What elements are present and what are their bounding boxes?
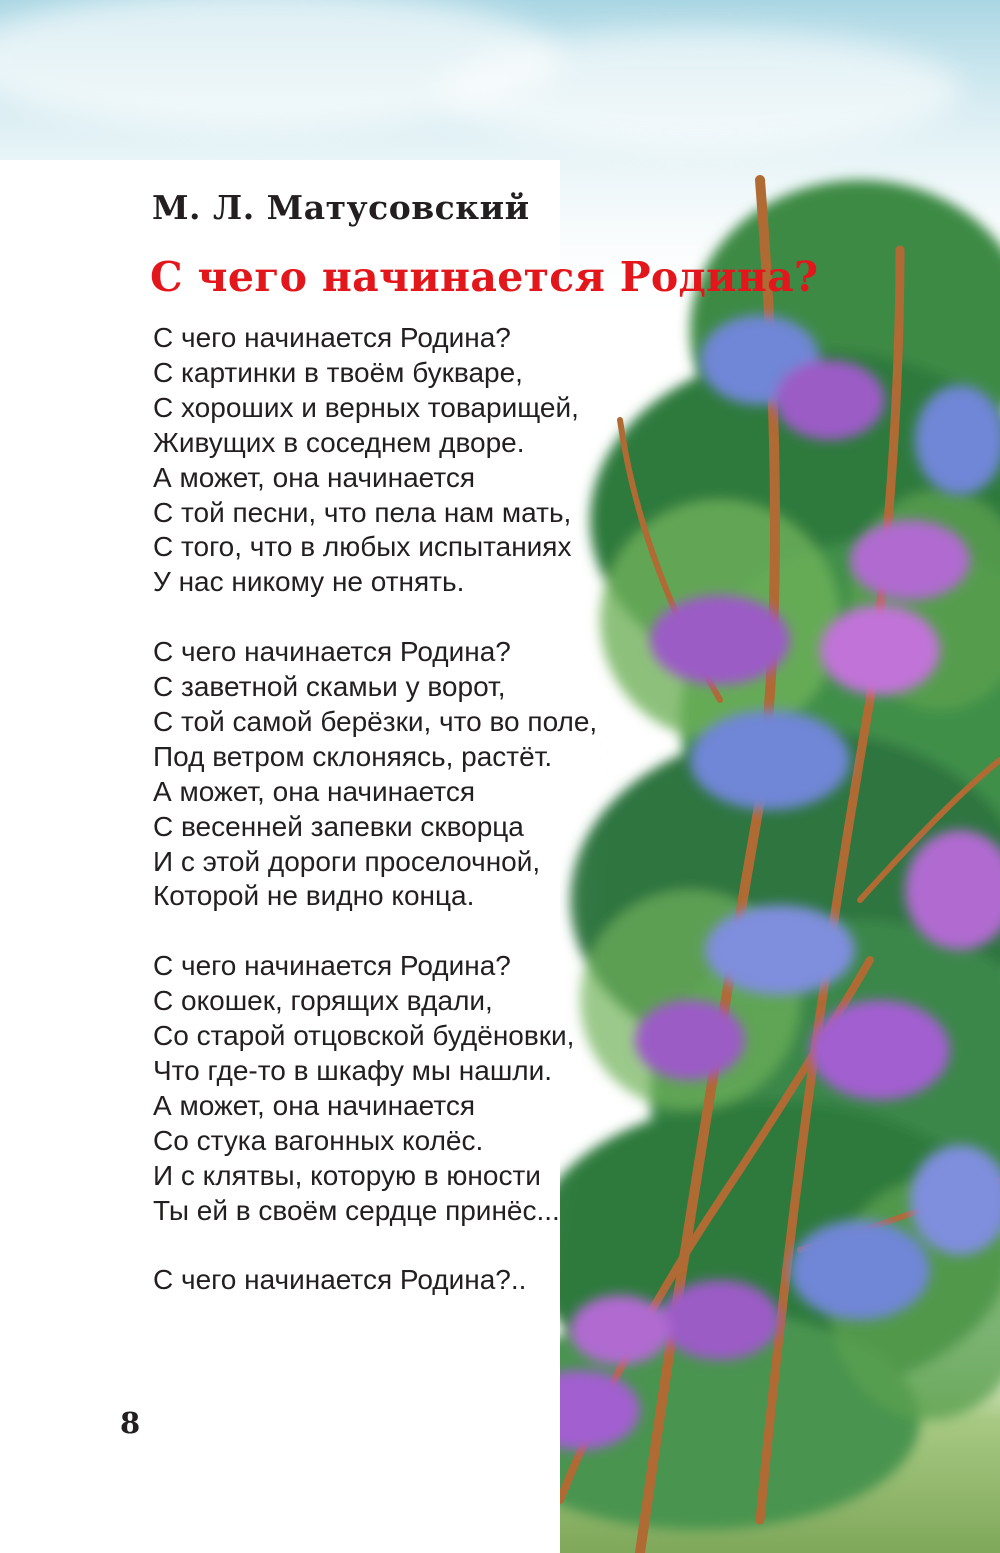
poem-line: С чего начинается Родина?.. <box>153 1264 527 1296</box>
poem-line: С того, что в любых испытаниях <box>153 531 572 563</box>
poem-body <box>153 321 597 1333</box>
poem-line: Со стука вагонных колёс. <box>153 1124 484 1156</box>
poem-line: Ты ей в своём сердце принёс... <box>153 1194 560 1226</box>
stanza-4 <box>153 1263 597 1298</box>
poem-line: И с клятвы, которую в юности <box>153 1159 541 1191</box>
poem-line: С той песни, что пела нам мать, <box>153 496 572 528</box>
poem-line: С заветной скамьи у ворот, <box>153 671 506 703</box>
stanza-2 <box>153 635 597 914</box>
poem-line: Что где-то в шкафу мы нашли. <box>153 1055 553 1086</box>
stanza-1 <box>153 321 597 600</box>
poem-line: У нас никому не отнять. <box>153 566 465 598</box>
poem-line: С хороших и верных товарищей, <box>153 391 579 423</box>
poem-line: С той самой берёзки, что во поле, <box>153 705 598 737</box>
poem-line: А может, она начинается <box>153 775 475 807</box>
poem-line: С картинки в твоём букваре, <box>153 356 523 388</box>
poem-line: Которой не видно конца. <box>153 880 475 912</box>
poem-line: С чего начинается Родина? <box>153 950 511 982</box>
poem-line: А может, она начинается <box>153 1089 475 1121</box>
poem-line: Со старой отцовской будёновки, <box>153 1020 575 1052</box>
poem-title: С чего начинается Родина? <box>150 253 819 301</box>
poem-line: А может, она начинается <box>153 461 475 493</box>
poem-line: С окошек, горящих вдали, <box>153 985 493 1017</box>
poem-line: И с этой дороги проселочной, <box>153 845 541 877</box>
poem-line: Живущих в соседнем дворе. <box>153 426 525 458</box>
poem-line: С весенней запевки скворца <box>153 810 524 842</box>
page-number: 8 <box>120 1406 141 1440</box>
poem-line: С чего начинается Родина? <box>153 636 511 668</box>
poem-line: С чего начинается Родина? <box>153 322 511 353</box>
poem-line: Под ветром склоняясь, растёт. <box>153 740 553 772</box>
stanza-3 <box>153 949 597 1228</box>
author-name: М. Л. Матусовский <box>152 188 530 227</box>
